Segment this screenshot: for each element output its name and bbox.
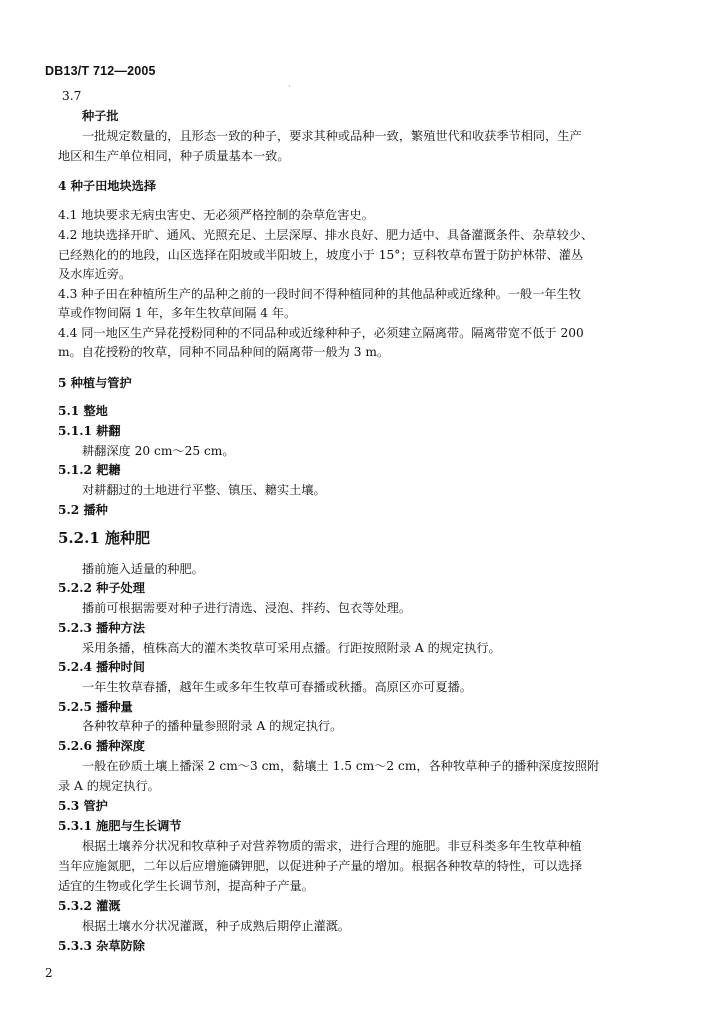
standard-code-header: DB13/T 712—2005 [45, 64, 156, 78]
paragraph-line: 一批规定数量的，且形态一致的种子，要求其种或品种一致，繁殖世代和收获季节相同，生产 [82, 129, 582, 143]
paragraph-line: 地区和生产单位相同，种子质量基本一致。 [58, 149, 290, 163]
paragraph-line: 4.2 地块选择开旷、通风、光照充足、土层深厚、排水良好、肥力适中、具备灌溉条件、杂草较少、 [58, 228, 594, 242]
clause-heading: 5.3.2 灌溉 [58, 899, 121, 913]
subsection-heading: 5.2 播种 [58, 503, 108, 517]
paragraph-line: 根据土壤水分状况灌溉，种子成熟后期停止灌溉。 [82, 919, 351, 933]
paragraph-line: 各种牧草种子的播种量参照附录 A 的规定执行。 [82, 719, 343, 733]
paragraph-line: 草或作物间隔 1 年，多年生牧草间隔 4 年。 [58, 306, 297, 320]
clause-heading: 5.2.4 播种时间 [58, 660, 145, 674]
subsection-heading: 5.3 管护 [58, 799, 108, 813]
clause-heading: 5.2.6 播种深度 [58, 739, 145, 753]
clause-number: 3.7 [62, 89, 82, 103]
paragraph-line: 当年应施氮肥，二年以后应增施磷钾肥，以促进种子产量的增加。根据各种牧草的特性，可以选择 [58, 859, 583, 873]
clause-heading: 5.2.3 播种方法 [58, 621, 145, 635]
paragraph-line: 一般在砂质土壤上播深 2 cm～3 cm，黏壤土 1.5 cm～2 cm，各种牧草种子的播种深度按照附 [82, 759, 600, 773]
clause-heading: 5.1.1 耕翻 [58, 424, 121, 438]
subsection-heading: 5.1 整地 [58, 404, 108, 418]
term-heading: 种子批 [82, 109, 119, 123]
clause-heading: 5.3.3 杂草防除 [58, 939, 145, 953]
clause-heading: 5.2.2 种子处理 [58, 581, 145, 595]
clause-heading: 5.1.2 耙耱 [58, 463, 121, 477]
paragraph-line: 对耕翻过的土地进行平整、镇压、耱实土壤。 [82, 483, 326, 497]
paragraph-line: 4.4 同一地区生产异花授粉同种的不同品种或近缘种种子，必须建立隔离带。隔离带宽不低于 200 [58, 326, 584, 340]
clause-heading-large: 5.2.1 施种肥 [58, 529, 150, 547]
paragraph-line: 耕翻深度 20 cm～25 cm。 [82, 444, 235, 458]
paragraph-line: 录 A 的规定执行。 [58, 779, 160, 793]
paragraph-line: 及水库近旁。 [58, 267, 132, 281]
paragraph-line: 4.1 地块要求无病虫害史、无必须严格控制的杂草危害史。 [58, 208, 374, 222]
paragraph-line: 已经熟化的的地段，山区选择在阳坡或半阳坡上，坡度小于 15°；豆科牧草布置于防护林带、灌丛 [58, 248, 584, 262]
paragraph-line: 采用条播，植株高大的灌木类牧草可采用点播。行距按照附录 A 的规定执行。 [82, 641, 501, 655]
section-heading: 4 种子田地块选择 [58, 179, 157, 193]
page-mark: · [288, 82, 291, 91]
clause-heading: 5.2.5 播种量 [58, 700, 133, 714]
clause-heading: 5.3.1 施肥与生长调节 [58, 819, 182, 833]
paragraph-line: 播前可根据需要对种子进行清选、浸泡、拌药、包衣等处理。 [82, 601, 412, 615]
section-heading: 5 种植与管护 [58, 376, 132, 390]
paragraph-line: m。自花授粉的牧草，同种不同品种间的隔离带一般为 3 m。 [58, 345, 390, 359]
page-number: 2 [45, 966, 53, 980]
paragraph-line: 根据土壤养分状况和牧草种子对营养物质的需求，进行合理的施肥。非豆科类多年生牧草种植 [82, 839, 582, 853]
paragraph-line: 适宜的生物或化学生长调节剂，提高种子产量。 [58, 879, 314, 893]
paragraph-line: 4.3 种子田在种植所生产的品种之前的一段时间不得种植同种的其他品种或近缘种。一般一年生牧 [58, 287, 581, 301]
paragraph-line: 一年生牧草春播，越年生或多年生牧草可春播或秋播。高原区亦可夏播。 [82, 680, 472, 694]
paragraph-line: 播前施入适量的种肥。 [82, 562, 204, 576]
